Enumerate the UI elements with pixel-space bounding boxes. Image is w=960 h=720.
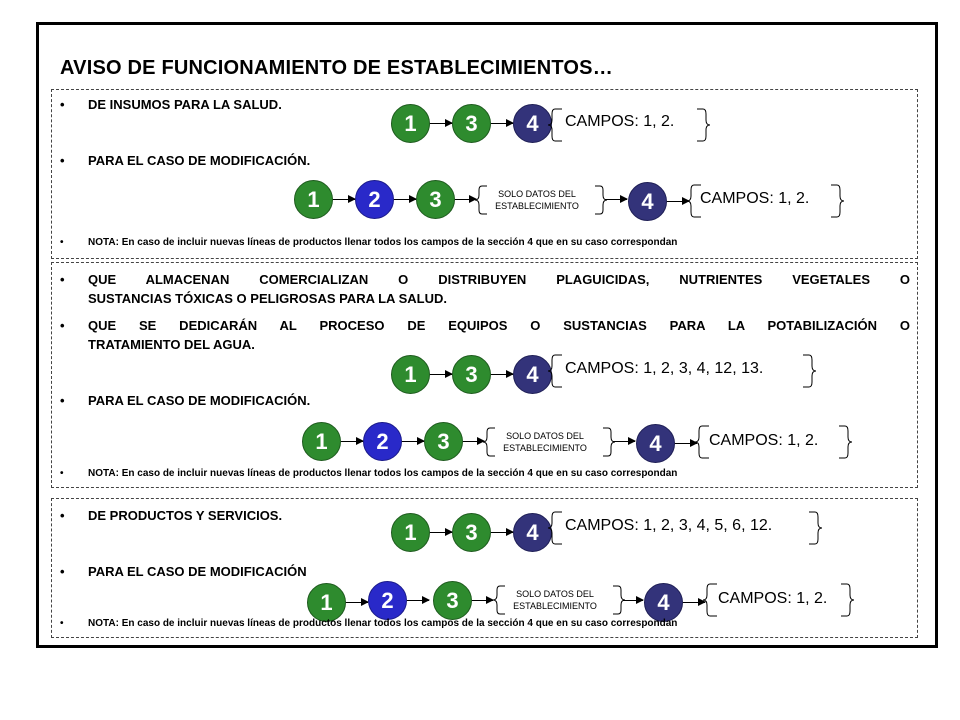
solo-datos-note xyxy=(482,188,592,212)
brace-left xyxy=(551,108,563,142)
brace-right xyxy=(696,108,708,142)
brace-left xyxy=(706,583,718,617)
bullet-dot: • xyxy=(60,618,64,629)
bullet-dot: • xyxy=(60,153,65,168)
brace-right xyxy=(808,511,820,545)
bullet-dot: • xyxy=(60,272,65,287)
arrow xyxy=(346,602,368,603)
nota-content: NOTA: En caso de incluir nuevas líneas de productos llenar todos los campos de la sección 4 que en su caso correspondan xyxy=(88,468,678,479)
bullet-text: PARA EL CASO DE MODIFICACIÓN xyxy=(88,564,307,579)
brace-right xyxy=(602,427,612,457)
brace-right xyxy=(840,583,852,617)
bullet-text: PARA EL CASO DE MODIFICACIÓN. xyxy=(88,393,311,408)
arrow xyxy=(605,199,627,200)
bullet-productos xyxy=(60,506,283,525)
brace-right xyxy=(612,585,622,615)
bullet-dot: • xyxy=(60,564,65,579)
bullet-modificacion xyxy=(60,391,311,410)
brace-left xyxy=(551,354,563,388)
step-1-circle: 1 xyxy=(294,180,333,219)
step-3-circle: 3 xyxy=(433,581,472,620)
bullet-potabilizacion-line2: TRATAMIENTO DEL AGUA. xyxy=(88,337,255,352)
campos-label: CAMPOS: 1, 2. xyxy=(565,113,675,130)
solo-datos-note xyxy=(500,588,610,612)
bullet-dot: • xyxy=(60,508,65,523)
arrow xyxy=(333,199,355,200)
solo-line: ESTABLECIMIENTO xyxy=(495,201,579,211)
brace-left xyxy=(551,511,563,545)
brace-right xyxy=(838,425,850,459)
brace-right xyxy=(594,185,604,215)
solo-line: SOLO DATOS DEL xyxy=(498,189,576,199)
bullet-dot: • xyxy=(60,237,64,248)
step-3-circle: 3 xyxy=(452,513,491,552)
brace-right xyxy=(802,354,814,388)
step-4-circle: 4 xyxy=(513,513,552,552)
bullet-modificacion xyxy=(60,151,311,170)
arrow xyxy=(667,201,689,202)
arrow xyxy=(402,441,424,442)
arrow xyxy=(430,532,452,533)
nota-content: NOTA: En caso de incluir nuevas líneas de productos llenar todos los campos de la sección 4 que en su caso correspondan xyxy=(88,237,678,248)
step-1-circle: 1 xyxy=(307,583,346,622)
arrow xyxy=(491,374,513,375)
solo-line: ESTABLECIMIENTO xyxy=(513,601,597,611)
step-1-circle: 1 xyxy=(391,355,430,394)
solo-line: SOLO DATOS DEL xyxy=(516,589,594,599)
bullet-insumos xyxy=(60,95,282,114)
step-4-circle: 4 xyxy=(628,182,667,221)
bullet-dot: • xyxy=(60,468,64,479)
campos-label: CAMPOS: 1, 2. xyxy=(700,190,810,207)
step-1-circle: 1 xyxy=(391,513,430,552)
step-1-circle: 1 xyxy=(302,422,341,461)
step-2-circle: 2 xyxy=(355,180,394,219)
nota-text xyxy=(60,618,678,629)
step-4-circle: 4 xyxy=(644,583,683,622)
bullet-potabilizacion xyxy=(60,316,910,335)
arrow xyxy=(430,374,452,375)
bullet-text: QUE SE DEDICARÁN AL PROCESO DE EQUIPOS O SUSTANCIAS PARA LA POTABILIZACIÓN O xyxy=(88,318,910,333)
step-3-circle: 3 xyxy=(416,180,455,219)
step-1-circle: 1 xyxy=(391,104,430,143)
nota-text xyxy=(60,468,678,479)
bullet-text: DE INSUMOS PARA LA SALUD. xyxy=(88,97,282,112)
arrow xyxy=(675,443,697,444)
arrow xyxy=(491,123,513,124)
arrow xyxy=(613,441,635,442)
bullet-plaguicidas-line2: SUSTANCIAS TÓXICAS O PELIGROSAS PARA LA SALUD. xyxy=(88,291,447,306)
step-2-circle: 2 xyxy=(363,422,402,461)
bullet-text: QUE ALMACENAN COMERCIALIZAN O DISTRIBUYEN PLAGUICIDAS, NUTRIENTES VEGETALES O xyxy=(88,272,910,287)
arrow xyxy=(407,600,429,601)
arrow xyxy=(341,441,363,442)
bullet-modificacion xyxy=(60,562,307,581)
step-3-circle: 3 xyxy=(424,422,463,461)
brace-right xyxy=(830,184,842,218)
nota-content: NOTA: En caso de incluir nuevas líneas de productos llenar todos los campos de la sección 4 que en su caso correspondan xyxy=(88,618,678,629)
solo-line: ESTABLECIMIENTO xyxy=(503,443,587,453)
arrow xyxy=(430,123,452,124)
arrow xyxy=(472,600,493,601)
bullet-text: DE PRODUCTOS Y SERVICIOS. xyxy=(88,508,283,523)
bullet-dot: • xyxy=(60,318,65,333)
page-title: AVISO DE FUNCIONAMIENTO DE ESTABLECIMIENTOS… xyxy=(60,57,613,79)
campos-label: CAMPOS: 1, 2. xyxy=(709,432,819,449)
step-4-circle: 4 xyxy=(513,104,552,143)
arrow xyxy=(623,600,643,601)
step-3-circle: 3 xyxy=(452,355,491,394)
bullet-plaguicidas xyxy=(60,270,910,289)
arrow xyxy=(491,532,513,533)
step-4-circle: 4 xyxy=(636,424,675,463)
step-4-circle: 4 xyxy=(513,355,552,394)
bullet-text: PARA EL CASO DE MODIFICACIÓN. xyxy=(88,153,311,168)
solo-line: SOLO DATOS DEL xyxy=(506,431,584,441)
campos-label: CAMPOS: 1, 2. xyxy=(718,590,828,607)
arrow xyxy=(455,199,476,200)
step-3-circle: 3 xyxy=(452,104,491,143)
arrow xyxy=(394,199,416,200)
arrow xyxy=(683,602,705,603)
campos-label: CAMPOS: 1, 2, 3, 4, 5, 6, 12. xyxy=(565,517,773,534)
bullet-dot: • xyxy=(60,393,65,408)
step-2-circle: 2 xyxy=(368,581,407,620)
nota-text xyxy=(60,237,678,248)
campos-label: CAMPOS: 1, 2, 3, 4, 12, 13. xyxy=(565,360,764,377)
solo-datos-note xyxy=(490,430,600,454)
arrow xyxy=(463,441,484,442)
bullet-dot: • xyxy=(60,97,65,112)
